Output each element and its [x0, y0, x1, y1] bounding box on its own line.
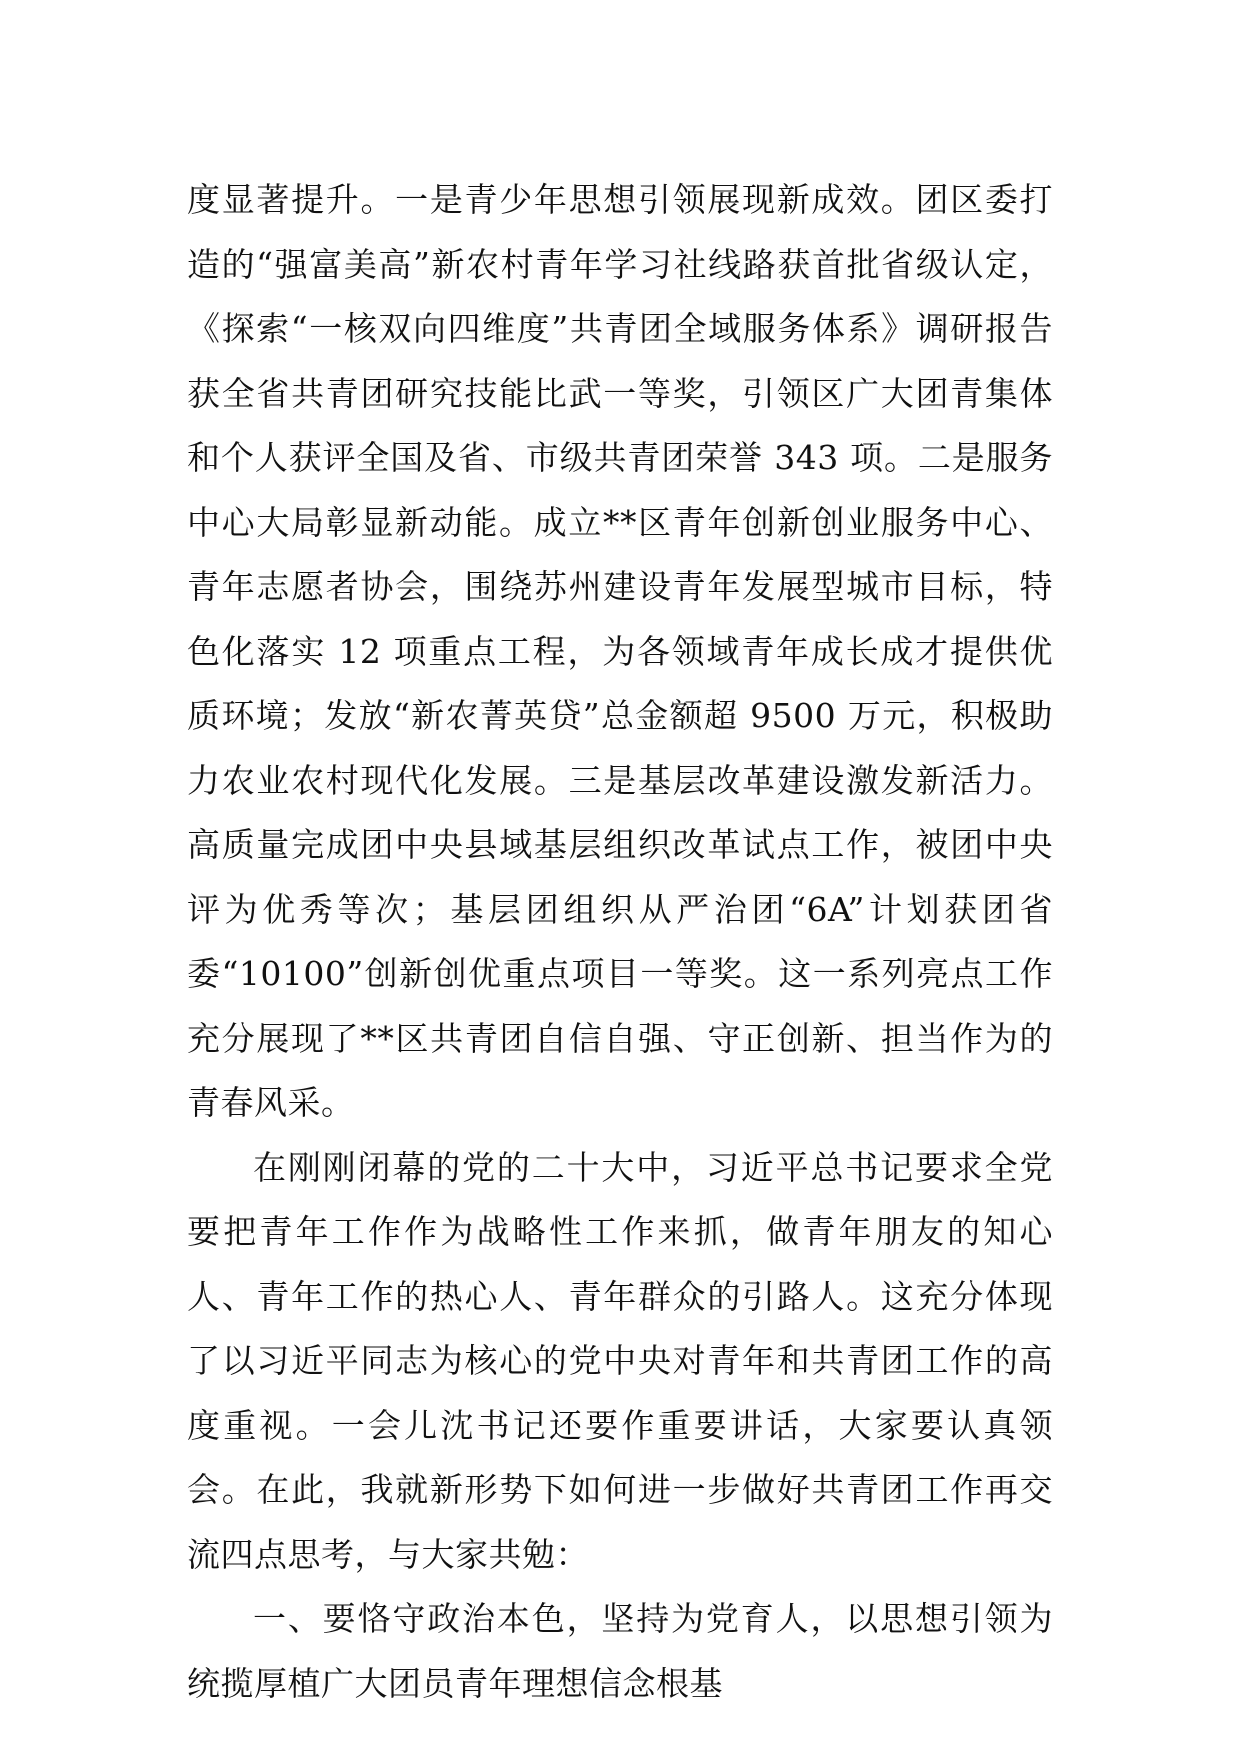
paragraph-continued: 度显著提升。一是青少年思想引领展现新成效。团区委打造的“强富美高”新农村青年学习社线路获首批省级认定，《探索“一核双向四维度”共青团全域服务体系》调研报告获全省共青团研究技能比武一等奖，引领区广大团青集体和个人获评全国及省、市级共青团荣誉 343 项。二是服务中心大局彰显新动能。成立**区青年创新创业服务中心、青年志愿者协会，围绕苏州建设青年发展型城市目标，特色化落实 12 项重点工程，为各领域青年成长成才提供优质环境；发放“新农菁英贷”总金额超 9500 万元，积极助力农业农村现代化发展。三是基层改革建设激发新活力。高质量完成团中央县域基层组织改革试点工作，被团中央评为优秀等次；基层团组织从严治团“6A”计划获团省委“10100”创新创优重点项目一等奖。这一系列亮点工作充分展现了**区共青团自信自强、守正创新、担当作为的青春风采。 — [187, 180, 1053, 1122]
document-body — [187, 168, 1053, 1716]
section-heading-one: 一、要恪守政治本色，坚持为党育人，以思想引领为统揽厚植广大团员青年理想信念根基 — [187, 1599, 1053, 1703]
paragraph-congress: 在刚刚闭幕的党的二十大中，习近平总书记要求全党要把青年工作作为战略性工作来抓，做青年朋友的知心人、青年工作的热心人、青年群众的引路人。这充分体现了以习近平同志为核心的党中央对青年和共青团工作的高度重视。一会儿沈书记还要作重要讲话，大家要认真领会。在此，我就新形势下如何进一步做好共青团工作再交流四点思考，与大家共勉： — [187, 1147, 1053, 1574]
